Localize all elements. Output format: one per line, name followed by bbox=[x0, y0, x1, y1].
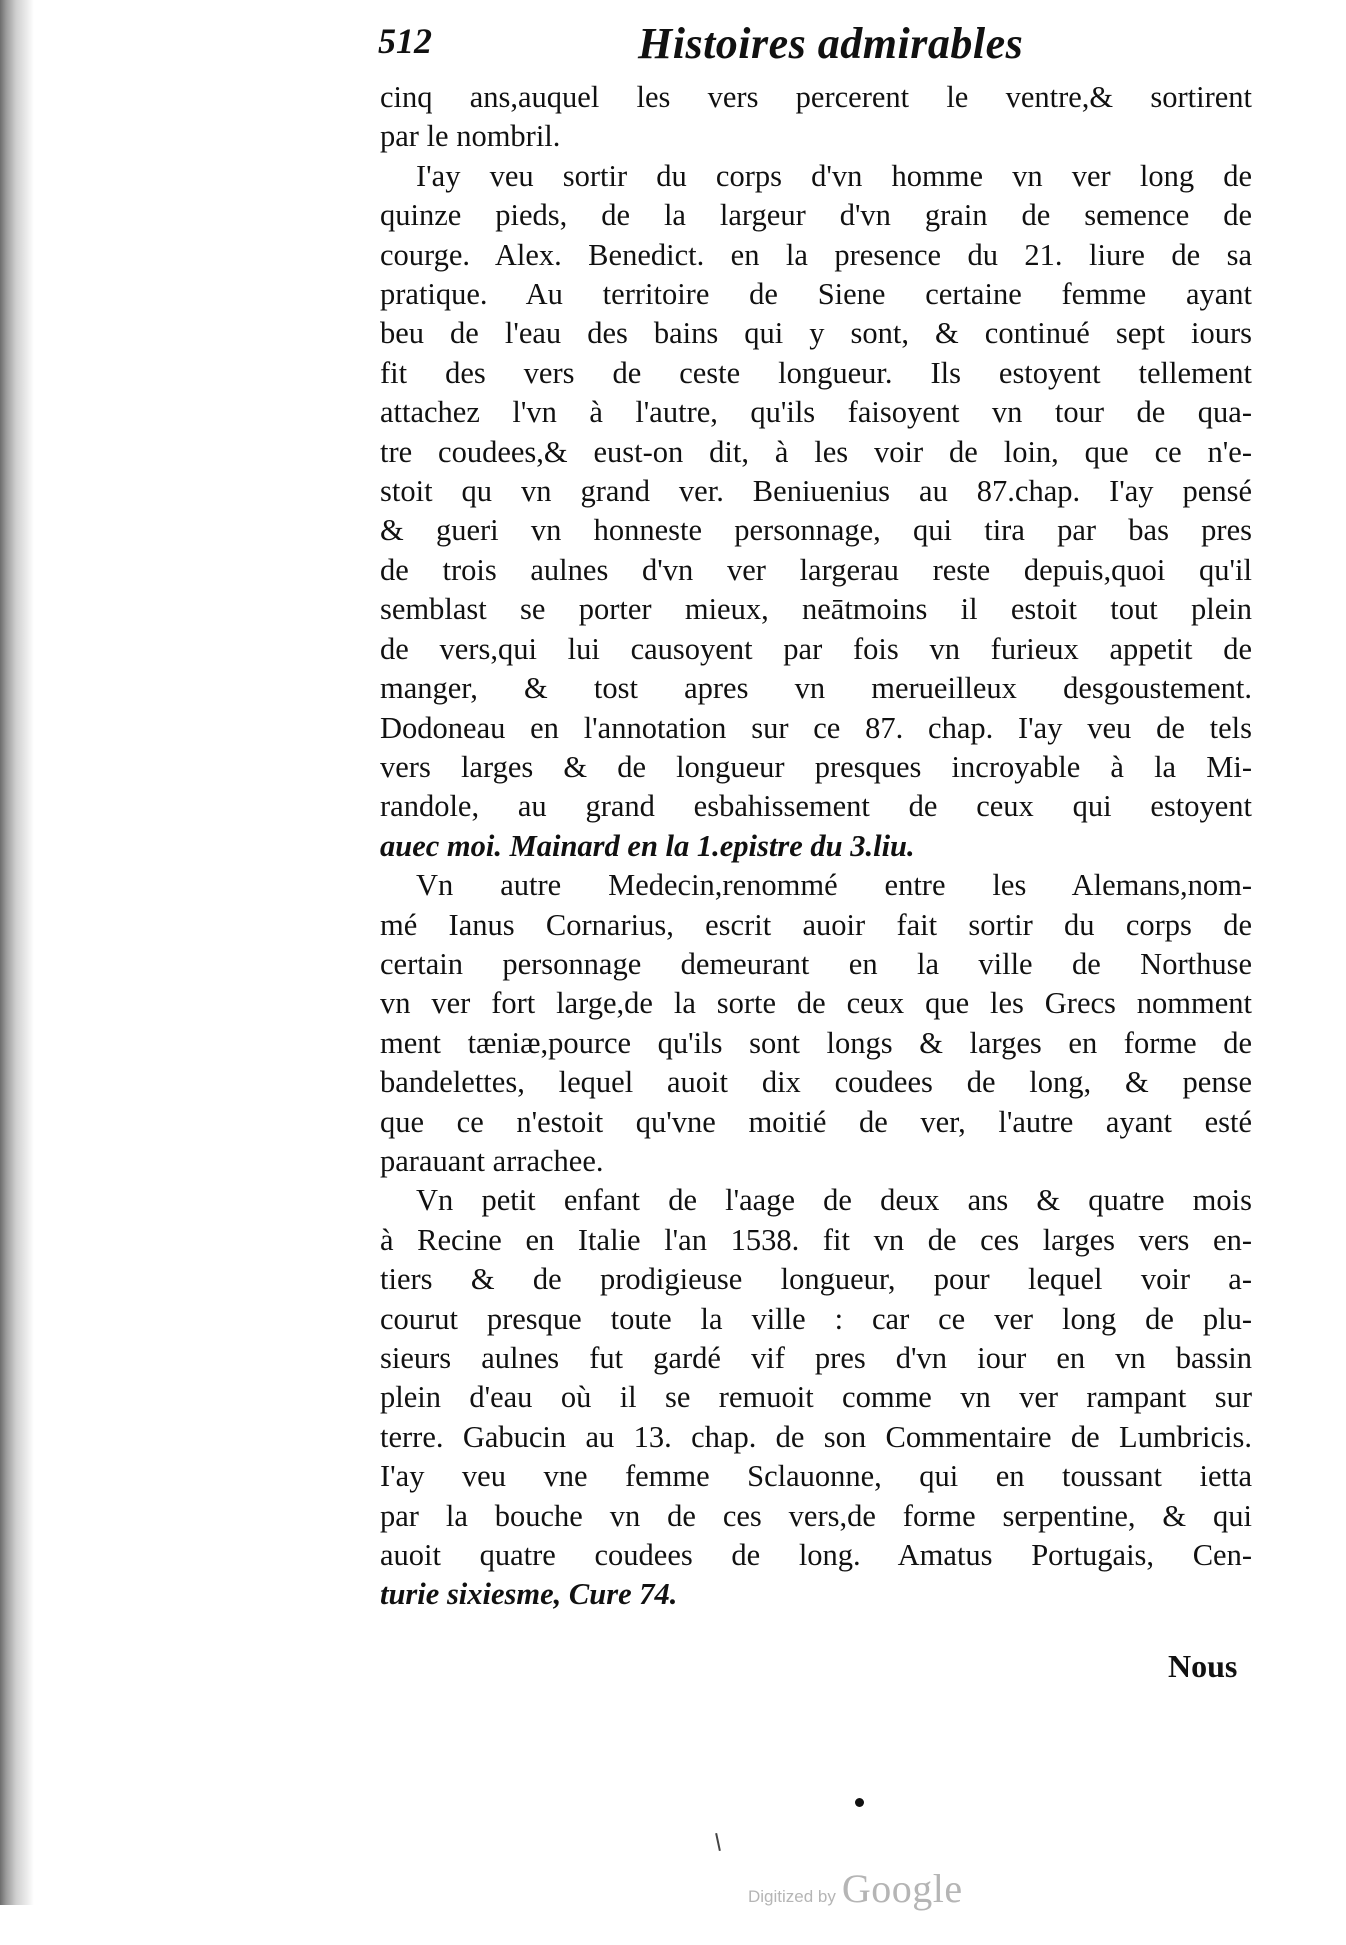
ink-mark bbox=[715, 1833, 721, 1851]
text-line: bandelettes, lequel auoit dix coudees de long, & pense bbox=[380, 1065, 1252, 1100]
text-line: semblast se porter mieux, neātmoins il estoit tout plein bbox=[380, 592, 1252, 627]
text-line: sieurs aulnes fut gardé vif pres d'vn iour en vn bassin bbox=[380, 1341, 1252, 1375]
text-line: que ce n'estoit qu'vne moitié de ver, l'autre ayant esté bbox=[380, 1104, 1252, 1139]
scanned-spine-shadow bbox=[0, 0, 34, 1945]
text-line: Dodoneau en l'annotation sur ce 87. chap. I'ay veu de tels bbox=[380, 710, 1252, 745]
body-text bbox=[380, 78, 1252, 1615]
text-line: mé Ianus Cornarius, escrit auoir fait sortir du corps de bbox=[380, 907, 1252, 942]
text-line: plein d'eau où il se remuoit comme vn ver rampant sur bbox=[380, 1380, 1252, 1415]
text-line: par la bouche vn de ces vers,de forme serpentine, & qui bbox=[380, 1498, 1252, 1533]
scan-bottom-margin bbox=[0, 1905, 1346, 1945]
running-head: Histoires admirables bbox=[638, 19, 1024, 68]
text-line: tiers & de prodigieuse longueur, pour lequel voir a- bbox=[380, 1262, 1252, 1297]
text-line: de trois aulnes d'vn ver largerau reste depuis,quoi qu'il bbox=[380, 552, 1252, 587]
text-line: ment tæniæ,pource qu'ils sont longs & larges en forme de bbox=[380, 1025, 1252, 1060]
text-line: certain personnage demeurant en la ville de Northuse bbox=[380, 946, 1252, 981]
text-line: vn ver fort large,de la sorte de ceux que les Grecs nomment bbox=[380, 986, 1252, 1021]
text-line: fit des vers de ceste longueur. Ils estoyent tellement bbox=[380, 355, 1252, 390]
text-line: quinze pieds, de la largeur d'vn grain de semence de bbox=[380, 198, 1252, 233]
page-header bbox=[378, 18, 1278, 76]
text-line: randole, au grand esbahissement de ceux qui estoyent bbox=[380, 789, 1252, 824]
watermark-brand: Google bbox=[841, 1866, 963, 1911]
text-line: auec moi. Mainard en la 1.epistre du 3.liu. bbox=[380, 828, 915, 863]
digitization-watermark bbox=[748, 1865, 963, 1912]
text-line: courut presque toute la ville : car ce ver long de plu- bbox=[380, 1301, 1252, 1336]
text-line: vers larges & de longueur presques incroyable à la Mi- bbox=[380, 749, 1252, 784]
text-line: stoit qu vn grand ver. Beniuenius au 87.chap. I'ay pensé bbox=[380, 474, 1252, 509]
catchword: Nous bbox=[1168, 1648, 1238, 1684]
ink-dot bbox=[855, 1798, 864, 1807]
page-number: 512 bbox=[378, 21, 432, 61]
text-line: de vers,qui lui causoyent par fois vn furieux appetit de bbox=[380, 631, 1252, 666]
text-line: pratique. Au territoire de Siene certaine femme ayant bbox=[380, 277, 1252, 312]
text-line: auoit quatre coudees de long. Amatus Portugais, Cen- bbox=[380, 1538, 1252, 1573]
watermark-label: Digitized by bbox=[748, 1887, 836, 1906]
text-line: & gueri vn honneste personnage, qui tira par bas pres bbox=[380, 513, 1252, 548]
text-line: I'ay veu sortir du corps d'vn homme vn ver long de bbox=[416, 158, 1252, 193]
text-line: manger, & tost apres vn merueilleux desgoustement. bbox=[380, 671, 1252, 706]
text-line: à Recine en Italie l'an 1538. fit vn de ces larges vers en- bbox=[380, 1222, 1252, 1257]
text-line: beu de l'eau des bains qui y sont, & continué sept iours bbox=[380, 316, 1252, 351]
text-line: attachez l'vn à l'autre, qu'ils faisoyent vn tour de qua- bbox=[380, 395, 1252, 430]
text-line: I'ay veu vne femme Sclauonne, qui en toussant ietta bbox=[380, 1459, 1252, 1494]
text-line: par le nombril. bbox=[380, 119, 561, 154]
text-line: turie sixiesme, Cure 74. bbox=[380, 1577, 678, 1612]
text-line: courge. Alex. Benedict. en la presence du 21. liure de sa bbox=[380, 237, 1252, 272]
text-line: cinq ans,auquel les vers percerent le ventre,& sortirent bbox=[380, 80, 1252, 114]
text-line: Vn petit enfant de l'aage de deux ans & quatre mois bbox=[416, 1183, 1252, 1218]
text-line: tre coudees,& eust-on dit, à les voir de loin, que ce n'e- bbox=[380, 434, 1252, 469]
text-line: Vn autre Medecin,renommé entre les Alemans,nom- bbox=[416, 868, 1252, 903]
text-line: parauant arrachee. bbox=[380, 1143, 604, 1178]
text-line: terre. Gabucin au 13. chap. de son Commentaire de Lumbricis. bbox=[380, 1419, 1252, 1454]
